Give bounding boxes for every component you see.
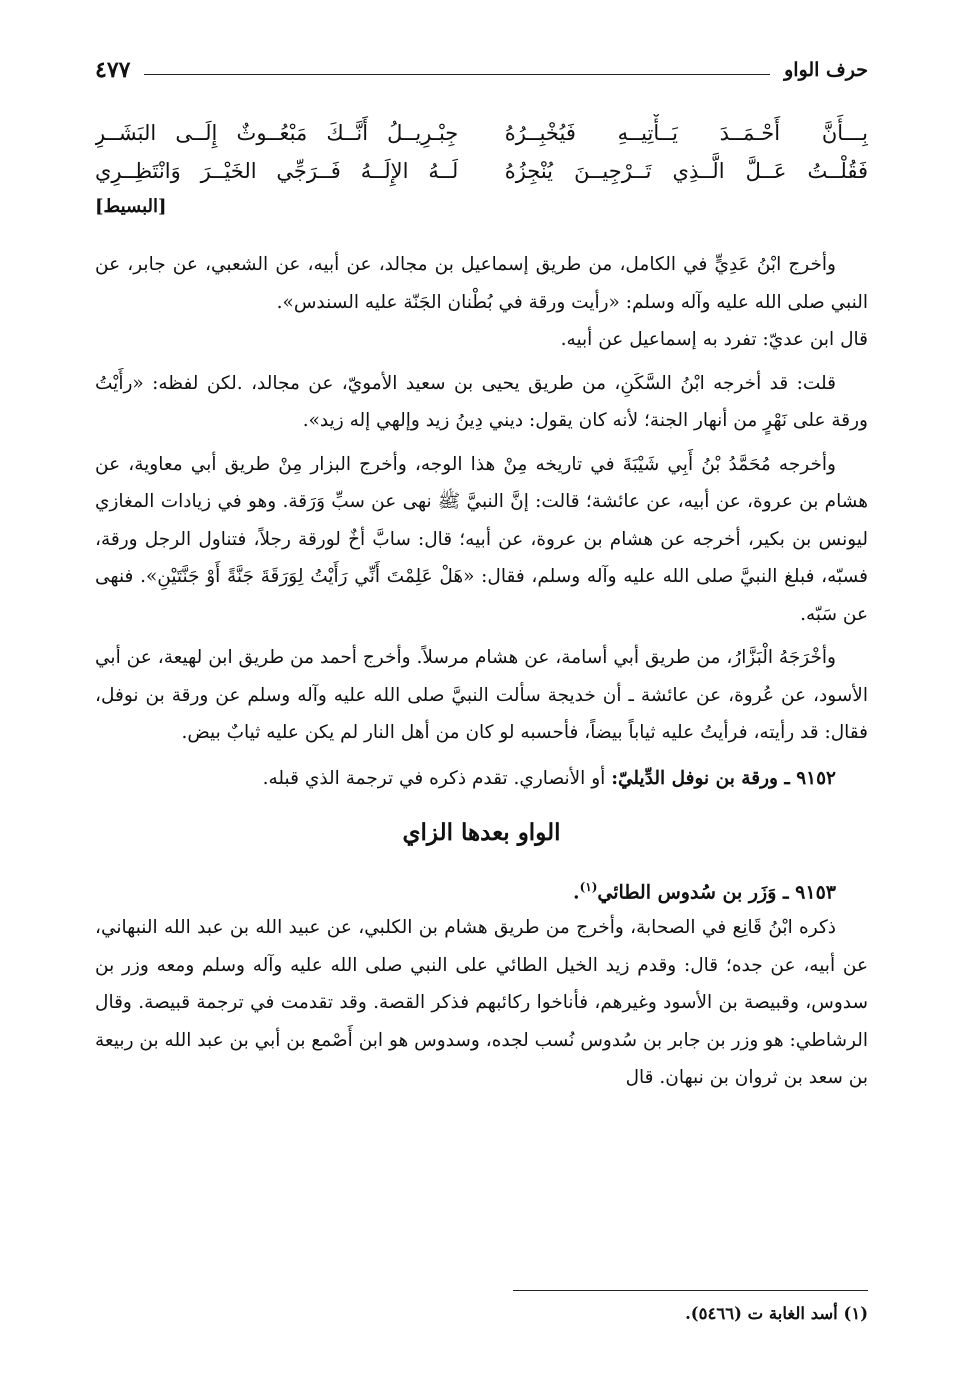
paragraph: وأخرجه مُحَمَّدُ بْنُ أَبِي شَيْبَةَ في تاريخه مِنْ هذا الوجه، وأخرج البزار مِنْ طريق أبي معاوية، عن هشام بن عروة، عن أبيه، عن عائشة؛ قالت: إنَّ النبيَّ ﷺ نهى عن سبِّ وَرَقة. وهو في زيادات المغازي ليونس بن بكير، أخرجه عن هشام بن عروة، عن أبيه؛ قال: سابَّ أخٌ لورقة رجلاً، فتناول الرجل ورقة، فسبّه، فبلغ النبيَّ صلى الله عليه وآله وسلم، فقال: «هَلْ عَلِمْتَ أَنِّي رَأَيْتُ لِوَرَقَةَ جَنَّةً أَوْ جَنَّتَيْنِ». فنهى عن سَبّه. xyxy=(95,453,868,625)
verse-line xyxy=(95,152,868,190)
header-rule xyxy=(144,74,770,75)
entry-9153-heading xyxy=(95,865,868,909)
book-page xyxy=(95,52,868,1323)
paragraph: قال ابن عديّ: تفرد به إسماعيل عن أبيه. xyxy=(560,329,868,350)
entry-heading: ٩١٥٣ ـ وَزَر بن سُدوس الطائي xyxy=(597,881,836,904)
running-head: حرف الواو xyxy=(784,59,868,81)
verse-first-hemistich: فَقُلْــتُ عَــلَّ الَّــذِي تَــرْجِيــنَ يُنْجِزُهُ xyxy=(504,159,868,183)
paragraph: وأخْرَجَهُ الْبَزَّارُ، من طريق أبي أسامة، عن هشام مرسلاً. وأخرج أحمد من طريق ابن لهيعة، عن أبي الأسود، عن عُروة، عن عائشة ـ أن خديجة سألت النبيَّ صلى الله عليه وآله وسلم عن ورقة بن نوفل، فقال: قد رأيته، فرأيتُ عليه ثياباً بيضاً، فأحسبه لو كان من أهل النار لم يكن عليه ثيابٌ بيض. xyxy=(95,647,868,743)
section-heading: الواو بعدها الزاي xyxy=(402,819,561,846)
entry-9152 xyxy=(95,760,868,798)
verse-second-hemistich: لَــهُ الإِلَــهُ فَــرَجِّي الخَيْــرَ وَانْتَظِــرِي xyxy=(95,159,459,183)
footnote: (١) أسد الغابة ت (٥٤٦٦). xyxy=(685,1304,868,1323)
page-number: ٤٧٧ xyxy=(95,57,131,83)
entry-heading: ٩١٥٢ ـ ورقة بن نوفل الدِّيليّ: xyxy=(611,767,836,789)
heading-end: . xyxy=(572,881,580,904)
paragraph: قلت: قد أخرجه ابْنُ السَّكَنِ، من طريق يحيى بن سعيد الأمويّ، عن مجالد، .لكن لفظه: «رأَيْتُ ورقة على نَهْرٍ من أنهار الجنة؛ لأنه كان يقول: ديني دِينُ زيد وإلهي إله زيد». xyxy=(95,372,868,431)
verse-line xyxy=(95,114,868,152)
entry-text: أو الأنصاري. تقدم ذكره في ترجمة الذي قبله. xyxy=(262,767,606,789)
paragraph: ذكره ابْنُ قَانِع في الصحابة، وأخرج من طريق هشام بن الكلبي، عن عبيد الله بن عبد الله النبهاني، عن أبيه، عن جده؛ قال: وقدم زيد الخيل الطائي على النبي صلى الله عليه وآله وسلم ومعه وزر بن سدوس، وقبيصة بن الأسود وغيرهم، فأناخوا ركائبهم فذكر القصة. وقد تقدمت في ترجمة قبيصة. وقال الرشاطي: هو وزر بن جابر بن سُدوس نُسب لجده، وسدوس هو ابن أَصْمع بن أبي بن عبد الله بن ربيعة بن سعد بن ثروان بن نبهان. قال xyxy=(95,917,868,1088)
verse-second-hemistich: جِبْـرِيــلُ أَنَّــكَ مَبْعُــوثٌ إِلَــى البَشَــرِ xyxy=(95,121,459,145)
verse-meter: [البسيط] xyxy=(95,196,167,217)
footnote-rule xyxy=(513,1290,868,1291)
paragraph: وأخرج ابْنُ عَدِيٍّ في الكامل، من طريق إسماعيل بن مجالد، عن أبيه، عن الشعبي، عن جابر، عن النبي صلى الله عليه وآله وسلم: «رأيت ورقة في بُطْنان الجَنّة عليه السندس». xyxy=(95,254,868,313)
verse-first-hemistich: بِـــأَنَّ أَحْـمَــدَ يَــأْتِيــهِ فَيُخْبِــرُهُ xyxy=(504,121,868,145)
footnote-ref[interactable]: (١) xyxy=(579,880,598,894)
poem-verse xyxy=(95,114,868,222)
page-header xyxy=(95,52,868,88)
